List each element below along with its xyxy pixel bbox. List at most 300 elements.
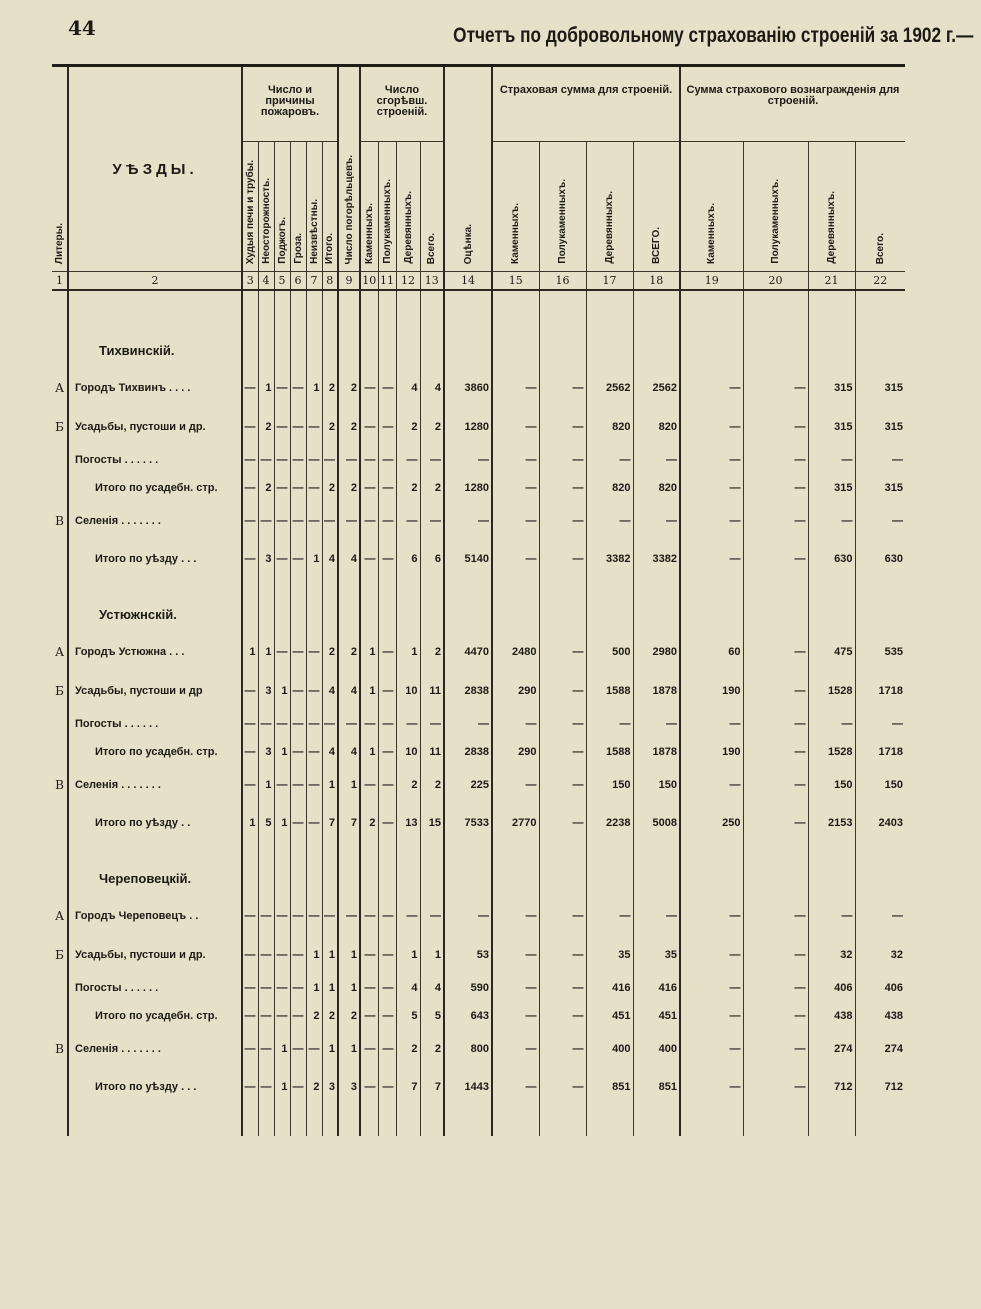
table-cell: — [242,1030,258,1068]
table-cell: 400 [633,1030,680,1068]
column-number: 7 [306,272,322,290]
table-cell: — [290,1002,306,1030]
table-cell: — [378,738,396,766]
table-cell: 2838 [444,672,492,710]
table-cell: 2 [258,408,274,446]
table-cell: 250 [680,804,743,842]
column-number: 2 [68,272,242,290]
table-cell: — [258,710,274,738]
section-title: Устюжнскій. [68,598,242,632]
table-cell: — [306,710,322,738]
table-cell: 451 [633,1002,680,1030]
table-cell: 1 [322,1030,338,1068]
header-cause-4: Гроза. [290,142,306,272]
table-cell: 1878 [633,738,680,766]
row-letter [52,1068,68,1106]
table-cell: 150 [633,766,680,804]
table-row [52,446,905,474]
table-cell: — [242,936,258,974]
table-cell: 2480 [492,632,539,672]
table-cell: 7 [338,804,360,842]
table-cell: — [586,446,633,474]
table-cell: — [492,1068,539,1106]
table-cell: 590 [444,974,492,1002]
table-cell: — [360,368,378,408]
table-cell: — [378,632,396,672]
table-cell: 5 [396,1002,420,1030]
table-cell: 5 [258,804,274,842]
table-cell: 4 [322,672,338,710]
table-cell: — [290,474,306,502]
header-reward-2: Полукаменныхъ. [743,142,808,272]
table-cell: — [855,710,905,738]
table-cell: — [539,974,586,1002]
table-row [52,1002,905,1030]
column-number: 10 [360,272,378,290]
header-group-reward: Сумма страхового вознагражденія для строеній. [680,66,905,142]
table-cell: — [360,502,378,540]
table-cell: — [360,1030,378,1068]
table-cell: 438 [808,1002,855,1030]
table-cell: 7 [420,1068,444,1106]
table-cell: — [808,896,855,936]
column-number: 8 [322,272,338,290]
table-cell: 1 [360,672,378,710]
table-row [52,632,905,672]
table-header [52,66,905,290]
header-cause-1: Худыя печи и трубы. [242,142,258,272]
table-cell: — [680,368,743,408]
table-cell: 1 [242,632,258,672]
table-cell: — [743,804,808,842]
table-cell: — [258,974,274,1002]
table-cell: — [378,502,396,540]
table-cell: 2 [396,408,420,446]
table-cell: — [274,766,290,804]
table-cell: 4 [396,368,420,408]
table-cell: 712 [855,1068,905,1106]
table-row [52,1030,905,1068]
table-cell: — [539,1030,586,1068]
table-cell: — [306,738,322,766]
column-number: 6 [290,272,306,290]
table-row [52,738,905,766]
table-cell: — [378,1002,396,1030]
table-cell: 15 [420,804,444,842]
column-number: 3 [242,272,258,290]
section-title: Череповецкій. [68,862,242,896]
table-cell: 53 [444,936,492,974]
table-cell: 500 [586,632,633,672]
table-cell: — [378,672,396,710]
table-cell: — [378,1068,396,1106]
table-cell: — [444,896,492,936]
table-cell: 274 [808,1030,855,1068]
row-letter: А [54,644,65,659]
table-cell: 2562 [586,368,633,408]
table-cell: 1 [322,766,338,804]
table-cell: 2 [322,632,338,672]
table-cell: — [290,1030,306,1068]
row-letter: В [55,777,64,792]
table-cell: — [492,710,539,738]
table-cell: — [396,502,420,540]
table-cell: — [680,766,743,804]
table-cell: — [492,936,539,974]
table-cell: 11 [420,672,444,710]
table-cell: — [290,1068,306,1106]
row-letter [52,974,68,1002]
table-cell: — [492,1030,539,1068]
table-cell: — [396,896,420,936]
row-letter: А [54,380,65,395]
table-cell: — [855,896,905,936]
page-title: Отчетъ по добровольному страхованію строеній за 1902 г.— [452,24,973,47]
table-cell: — [290,804,306,842]
table-cell: 4 [396,974,420,1002]
table-cell: — [290,974,306,1002]
table-cell: — [258,896,274,936]
table-cell: 4 [322,738,338,766]
table-cell: — [338,896,360,936]
table-cell: — [492,368,539,408]
table-cell: — [633,446,680,474]
header-otsenka: Оцѣнка. [444,66,492,272]
table-cell: 2 [258,474,274,502]
table-cell: 820 [586,474,633,502]
table-cell: 1280 [444,408,492,446]
table-cell: 1 [274,1030,290,1068]
table-cell: — [492,540,539,578]
table-cell: 1718 [855,672,905,710]
row-name: Селенія . . . . . . . [68,766,242,804]
table-cell: 2 [338,1002,360,1030]
table-cell: 3 [258,738,274,766]
table-cell: — [290,672,306,710]
table-cell: 630 [808,540,855,578]
table-cell: — [274,896,290,936]
table-cell: 400 [586,1030,633,1068]
column-number: 12 [396,272,420,290]
row-name: Селенія . . . . . . . [68,502,242,540]
table-cell: 3 [258,540,274,578]
column-number: 4 [258,272,274,290]
table-cell: — [242,896,258,936]
table-row [52,974,905,1002]
table-cell: 2 [338,368,360,408]
table-cell: — [680,408,743,446]
table-cell: 1 [396,632,420,672]
header-cause-2: Неосторожность. [258,142,274,272]
table-cell: 1 [338,974,360,1002]
column-number: 11 [378,272,396,290]
table-cell: — [743,766,808,804]
table-cell: — [492,766,539,804]
table-cell: 820 [586,408,633,446]
table-cell: 851 [586,1068,633,1106]
table-cell: 3 [338,1068,360,1106]
table-cell: 190 [680,738,743,766]
table-cell: 712 [808,1068,855,1106]
row-name: Погосты . . . . . . [68,710,242,738]
table-cell: 1 [360,738,378,766]
table-cell: 416 [633,974,680,1002]
spacer-row [52,578,905,598]
table-cell: — [360,446,378,474]
header-sum-1: Каменныхъ. [492,142,539,272]
table-cell: — [378,974,396,1002]
table-cell: — [242,540,258,578]
table-cell: — [274,974,290,1002]
table-cell: — [743,632,808,672]
table-cell: — [290,368,306,408]
row-name: Городъ Устюжна . . . [68,632,242,672]
table-cell: — [338,502,360,540]
table-cell: 2 [420,474,444,502]
table-cell: — [743,502,808,540]
table-cell: — [444,502,492,540]
column-number: 16 [539,272,586,290]
page-number: 44 [68,16,96,40]
table-cell: 1 [396,936,420,974]
header-uezdy: УѢЗДЫ. [68,66,242,272]
table-cell: 274 [855,1030,905,1068]
spacer-row [52,290,905,334]
table-cell: 1718 [855,738,905,766]
table-cell: 5008 [633,804,680,842]
row-name: Погосты . . . . . . [68,446,242,474]
row-name: Селенія . . . . . . . [68,1030,242,1068]
table-cell: — [396,710,420,738]
table-cell: 10 [396,738,420,766]
table-cell: — [274,368,290,408]
table-row [52,672,905,710]
table-cell: 1528 [808,738,855,766]
table-cell: — [539,936,586,974]
table-cell: — [743,738,808,766]
table-cell: 800 [444,1030,492,1068]
table-cell: 4 [338,672,360,710]
table-cell: 2 [322,1002,338,1030]
header-reward-4: Всего. [855,142,905,272]
table-cell: — [808,502,855,540]
table-cell: — [378,896,396,936]
table-cell: — [360,1002,378,1030]
table-cell: 535 [855,632,905,672]
table-cell: — [290,936,306,974]
table-cell: 13 [396,804,420,842]
table-cell: — [444,446,492,474]
table-cell: — [274,408,290,446]
table-cell: 2403 [855,804,905,842]
table-cell: — [360,936,378,974]
table-cell: 1588 [586,672,633,710]
table-cell: — [258,936,274,974]
table-cell: — [306,474,322,502]
spacer-row [52,1106,905,1136]
header-burned-3: Деревянныхъ. [396,142,420,272]
row-letter [52,1002,68,1030]
table-row [52,766,905,804]
table-cell: — [360,474,378,502]
table-cell: — [680,502,743,540]
table-cell: — [539,804,586,842]
table-cell: 1 [338,1030,360,1068]
table-cell: — [378,446,396,474]
column-number: 20 [743,272,808,290]
table-cell: 315 [808,408,855,446]
table-cell: 5140 [444,540,492,578]
table-cell: 225 [444,766,492,804]
table-cell: — [360,408,378,446]
column-number: 18 [633,272,680,290]
table-cell: — [492,896,539,936]
table-cell: — [539,502,586,540]
header-reward-3: Деревянныхъ. [808,142,855,272]
table-cell: 2 [420,408,444,446]
table-cell: 2 [338,408,360,446]
table-cell: 150 [808,766,855,804]
column-number: 9 [338,272,360,290]
table-cell: — [680,1002,743,1030]
table-cell: — [743,1002,808,1030]
table-cell: — [586,710,633,738]
table-cell: 6 [396,540,420,578]
table-cell: 1 [322,974,338,1002]
table-cell: — [258,1068,274,1106]
row-name: Городъ Череповецъ . . [68,896,242,936]
table-cell: 150 [586,766,633,804]
table-row [52,936,905,974]
table-cell: 290 [492,672,539,710]
table-cell: — [290,766,306,804]
table-cell: 4 [322,540,338,578]
table-cell: 11 [420,738,444,766]
table-cell: 3 [258,672,274,710]
table-cell: — [633,710,680,738]
table-cell: — [855,446,905,474]
row-name: Городъ Тихвинъ . . . . [68,368,242,408]
table-cell: — [808,446,855,474]
section-header-row [52,334,905,368]
table-cell: — [492,502,539,540]
row-letter: А [54,908,65,923]
row-letter: Б [55,419,64,434]
table-cell: — [306,446,322,474]
table-cell: 5 [420,1002,444,1030]
table-cell: 2 [322,368,338,408]
table-cell: — [306,632,322,672]
table-cell: — [680,710,743,738]
table-cell: 290 [492,738,539,766]
row-name: Итого по уѣзду . . . [68,540,242,578]
header-sum-2: Полукаменныхъ. [539,142,586,272]
table-cell: — [743,540,808,578]
row-name: Усадьбы, пустоши и др [68,672,242,710]
table-cell: 1 [242,804,258,842]
table-cell: — [743,446,808,474]
table-cell: 4470 [444,632,492,672]
table-cell: — [492,1002,539,1030]
table-cell: 150 [855,766,905,804]
row-letter [52,738,68,766]
table-cell: — [743,474,808,502]
table-cell: — [290,540,306,578]
table-cell: — [322,446,338,474]
column-number: 22 [855,272,905,290]
header-cause-6: Итого. [322,142,338,272]
table-cell: — [378,408,396,446]
table-row [52,804,905,842]
table-cell: — [743,368,808,408]
header-cause-5: Неизвѣстны. [306,142,322,272]
table-cell: — [680,896,743,936]
row-name: Итого по усадебн. стр. [68,474,242,502]
insurance-table [52,64,905,1136]
table-cell: — [378,766,396,804]
row-letter [52,710,68,738]
table-cell: — [539,672,586,710]
table-cell: — [306,896,322,936]
table-cell: — [680,1030,743,1068]
row-name: Итого по усадебн. стр. [68,1002,242,1030]
table-cell: — [378,804,396,842]
table-cell: 315 [855,408,905,446]
table-cell: — [258,1002,274,1030]
table-cell: — [258,502,274,540]
table-cell: — [306,502,322,540]
table-cell: — [360,710,378,738]
table-cell: — [743,974,808,1002]
table-cell: — [586,896,633,936]
column-number: 19 [680,272,743,290]
header-burned-2: Полукаменныхъ. [378,142,396,272]
table-cell: 4 [420,974,444,1002]
table-cell: 2 [338,474,360,502]
table-cell: — [378,1030,396,1068]
table-cell: 2153 [808,804,855,842]
header-sum-3: Деревянныхъ. [586,142,633,272]
table-cell: — [242,368,258,408]
column-number: 13 [420,272,444,290]
header-burned-4: Всего. [420,142,444,272]
table-cell: — [539,540,586,578]
row-name: Итого по усадебн. стр. [68,738,242,766]
table-cell: — [306,672,322,710]
table-cell: 2 [420,632,444,672]
table-cell: 820 [633,408,680,446]
table-cell: — [539,1068,586,1106]
table-cell: 1 [306,540,322,578]
table-cell: 10 [396,672,420,710]
row-name: Итого по уѣзду . . [68,804,242,842]
table-row [52,540,905,578]
table-cell: 2 [360,804,378,842]
table-cell: — [743,710,808,738]
column-number: 21 [808,272,855,290]
table-cell: 190 [680,672,743,710]
table-cell: 2 [338,632,360,672]
table-cell: — [680,474,743,502]
table-cell: — [242,502,258,540]
table-cell: 35 [633,936,680,974]
table-cell: — [680,1068,743,1106]
table-cell: — [378,936,396,974]
table-cell: — [274,936,290,974]
table-cell: 3382 [586,540,633,578]
table-cell: 35 [586,936,633,974]
section-title: Тихвинскій. [68,334,242,368]
